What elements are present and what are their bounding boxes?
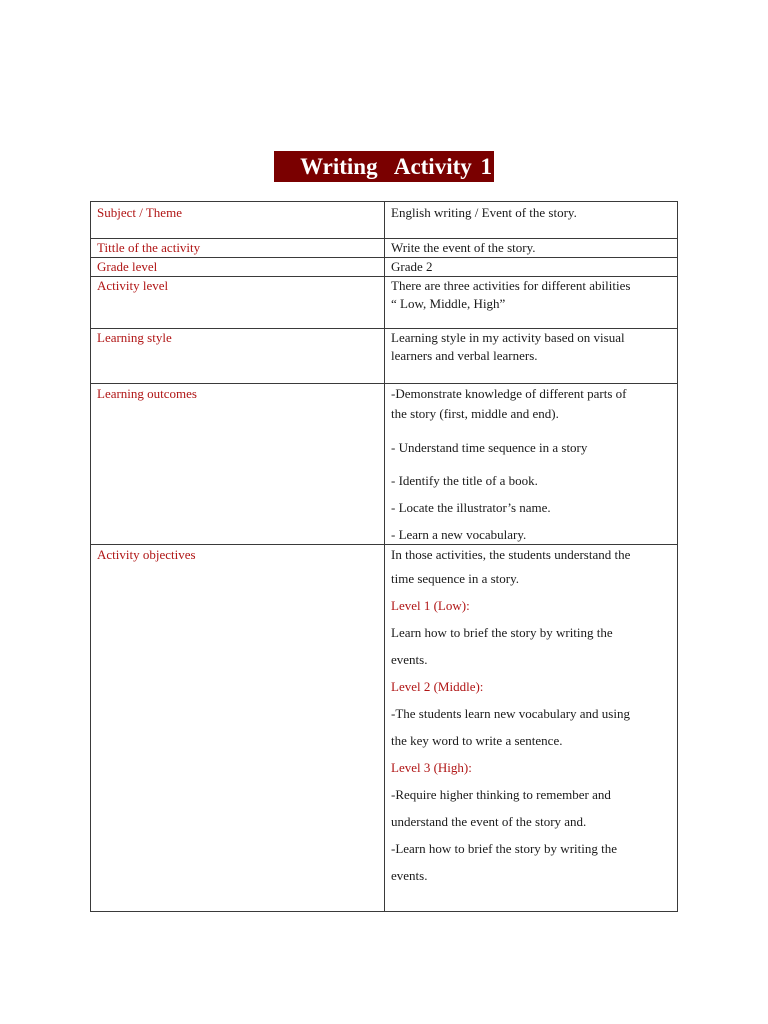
level-heading: Level 1 (Low):	[391, 598, 470, 613]
value-line: learners and verbal learners.	[391, 348, 538, 363]
table-row	[91, 202, 678, 239]
value-line: Learning style in my activity based on visual	[391, 330, 625, 345]
value-line: There are three activities for different abilities	[391, 278, 631, 293]
row-value: Write the event of the story.	[385, 239, 678, 258]
value-line: -Require higher thinking to remember and	[391, 787, 611, 802]
table-row	[91, 277, 678, 329]
row-value	[385, 329, 678, 384]
value-line: - Locate the illustrator’s name.	[391, 500, 551, 515]
row-label: Activity objectives	[91, 545, 385, 912]
value-line: the story (first, middle and end).	[391, 406, 559, 421]
table-row	[91, 329, 678, 384]
row-value: English writing / Event of the story.	[385, 202, 678, 239]
row-value	[385, 545, 678, 912]
value-line: Learn how to brief the story by writing the	[391, 625, 613, 640]
value-line: -Demonstrate knowledge of different parts of	[391, 386, 627, 401]
value-line: - Learn a new vocabulary.	[391, 527, 527, 542]
document-title: Writing Activity 1	[274, 151, 494, 182]
table-row	[91, 258, 678, 277]
value-line: -The students learn new vocabulary and using	[391, 706, 630, 721]
row-label: Learning outcomes	[91, 384, 385, 545]
row-label: Tittle of the activity	[91, 239, 385, 258]
row-label: Activity level	[91, 277, 385, 329]
row-value: Grade 2	[385, 258, 678, 277]
value-line: events.	[391, 868, 428, 883]
table-row	[91, 239, 678, 258]
row-value	[385, 384, 678, 545]
value-line: - Identify the title of a book.	[391, 473, 538, 488]
level-heading: Level 3 (High):	[391, 760, 472, 775]
value-line: -Learn how to brief the story by writing the	[391, 841, 617, 856]
activity-table	[90, 201, 678, 912]
table-row	[91, 545, 678, 912]
row-value	[385, 277, 678, 329]
row-label: Grade level	[91, 258, 385, 277]
value-line: time sequence in a story.	[391, 571, 520, 586]
value-line: the key word to write a sentence.	[391, 733, 563, 748]
value-line: In those activities, the students understand the	[391, 547, 631, 562]
level-heading: Level 2 (Middle):	[391, 679, 484, 694]
value-line: - Understand time sequence in a story	[391, 440, 588, 455]
row-label: Learning style	[91, 329, 385, 384]
value-line: understand the event of the story and.	[391, 814, 587, 829]
value-line: “ Low, Middle, High”	[391, 296, 506, 311]
row-label: Subject / Theme	[91, 202, 385, 239]
value-line: events.	[391, 652, 428, 667]
table-row	[91, 384, 678, 545]
